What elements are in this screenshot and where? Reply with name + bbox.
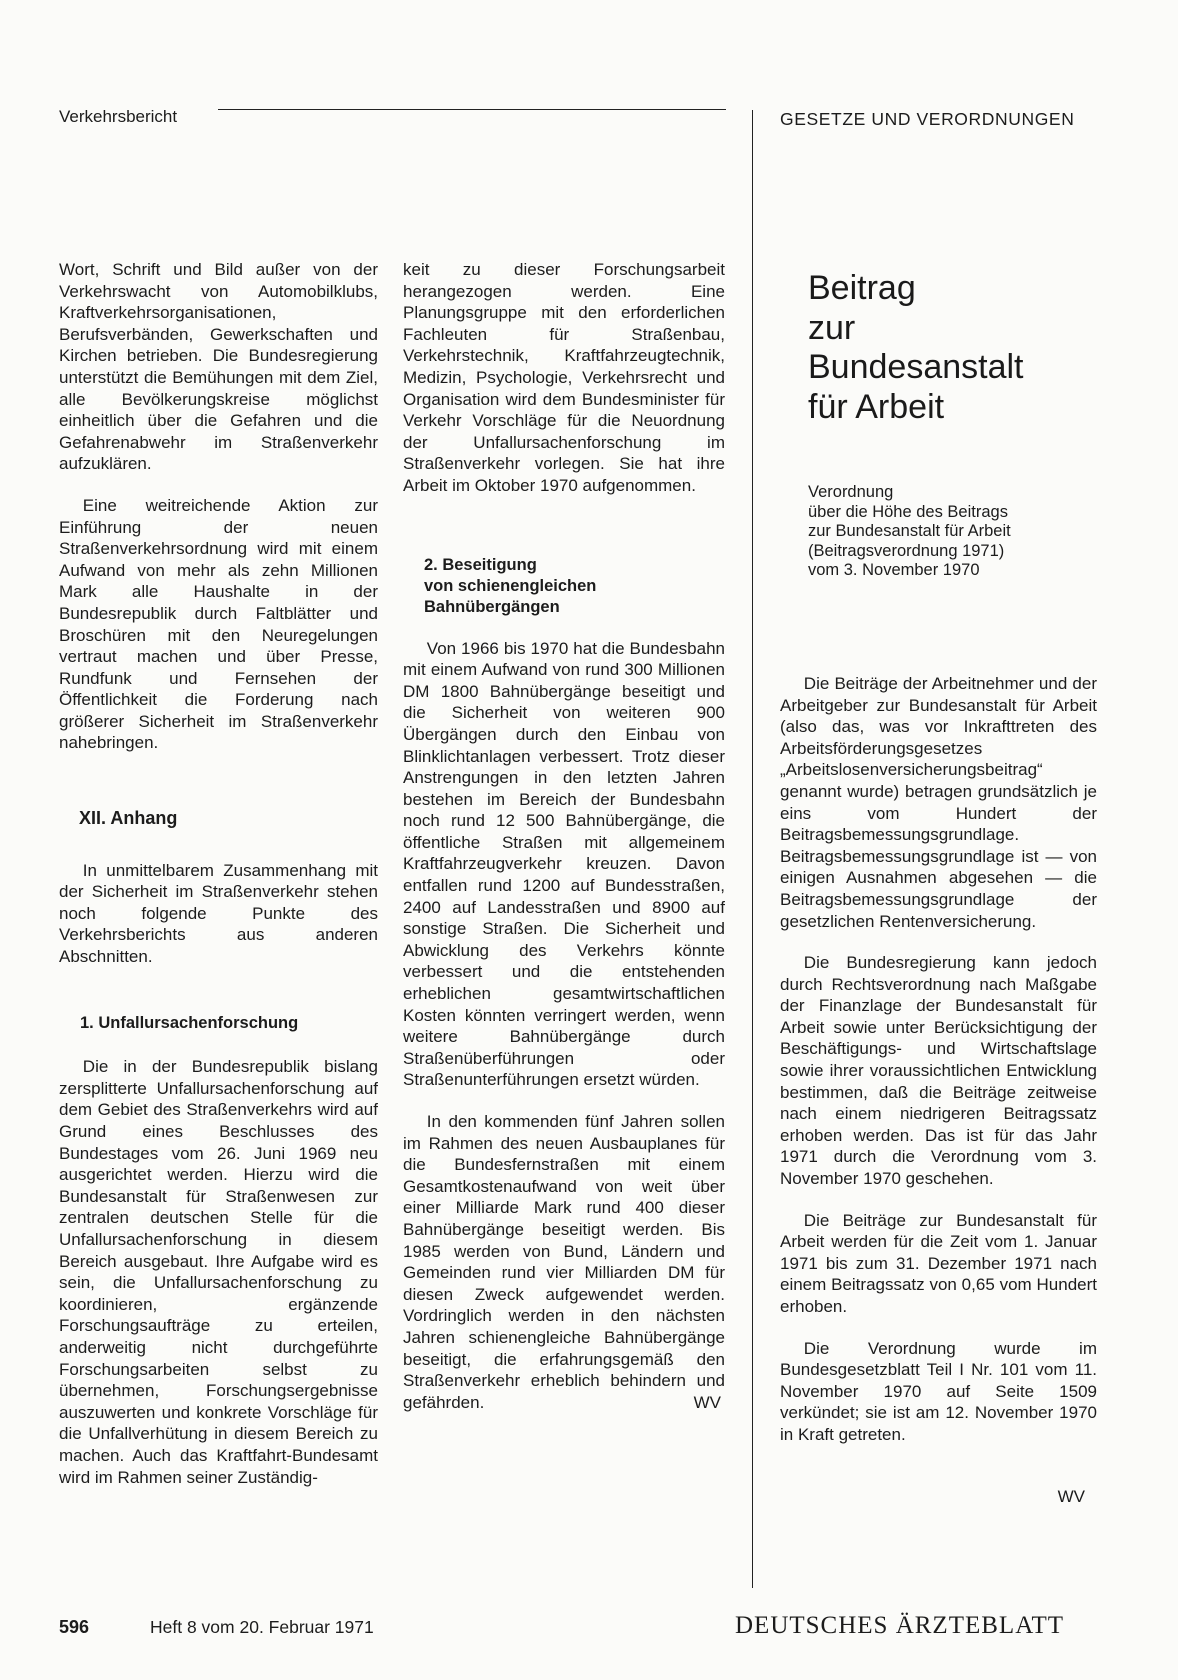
paragraph: Eine weitreichende Aktion zur Einführung der neuen Straßenverkehrsordnung wird mit einem Aufwand von mehr als zehn Millionen Mark alle Haushalte in der Bundesrepublik durch Faltblätter und Broschüren mit den Neuregelungen vertraut machen und über Presse, Rundfunk und Fernsehen der Öffentlichkeit die Forderung nach größerer Sicherheit im Straßenverkehr nahebringen. [59, 495, 378, 753]
issue-info: Heft 8 vom 20. Februar 1971 [150, 1617, 374, 1637]
article-subtitle [808, 483, 1097, 581]
title-line: Beitrag [808, 269, 916, 307]
paragraph: Die in der Bundesrepublik bislang zersplitterte Unfallursachenforschung auf dem Gebiet des Straßenverkehrs wird auf Grund eines Beschlusses des Bundestages vom 26. Juni 1969 neu ausgerichtet werden. Hierzu wird die Bundesanstalt für Straßenwesen zur zentralen deutschen Stelle für die Unfallursachenforschung in diesem Bereich ausgebaut. Ihre Aufgabe wird es sein, die Unfallursachenforschung zu koordinieren, ergänzende Forschungsaufträge zu erteilen, anderweitig nicht durchgeführte Forschungsarbeiten selbst zu übernehmen, Forschungsergebnisse auszuwerten und konkrete Vorschläge für die Unfallverhütung in diesem Bereich zu machen. Auch das Kraftfahrt-Bundesamt wird im Rahmen seiner Zuständig- [59, 1057, 378, 1487]
subsection-heading [424, 555, 725, 618]
title-line: für Arbeit [808, 387, 945, 426]
section-heading: XII. Anhang [79, 808, 178, 829]
paragraph: In den kommenden fünf Jahren sollen im Rahmen des neuen Ausbauplanes für die Bundesfernstraßen mit einem Gesamtkostenaufwand von weit über einer Milliarde Mark rund 400 dieser Bahnübergänge beseitigt werden. Bis 1985 werden von Bund, Ländern und Gemeinden rund vier Milliarden DM für diesen Zweck aufgewendet werden. Vordringlich werden in den nächsten Jahren schienengleiche Bahnübergänge beseitigt, die erfahrungsgemäß den Straßenverkehr erheblich behindern und gefährden. [403, 1112, 725, 1412]
text-column-2 [403, 259, 725, 1413]
running-head-category: GESETZE UND VERORDNUNGEN [780, 109, 1075, 129]
page-number: 596 [59, 1617, 90, 1637]
column-divider [752, 110, 753, 1588]
subtitle-line: (Beitragsverordnung 1971) [808, 541, 1005, 560]
magazine-name: DEUTSCHES ÄRZTEBLATT [735, 1612, 1065, 1639]
paragraph: Die Bundesregierung kann jedoch durch Rechtsverordnung nach Maßgabe der Finanzlage der Bundesanstalt für Arbeit sowie unter Berücksichtigung der Beschäftigungs- und Wirtschaftslage sowie ihrer voraussichtlichen Entwicklung bestimmen, daß die Beiträge zeitweise nach einem niedrigeren Beitragssatz erhoben werden. Das ist für das Jahr 1971 durch die Verordnung vom 3. November 1970 geschehen. [780, 953, 1097, 1189]
signature: WV [693, 1392, 721, 1412]
title-line: Bundesanstalt [808, 348, 1024, 386]
paragraph: Die Beiträge zur Bundesanstalt für Arbeit werden für die Zeit vom 1. Januar 1971 bis zum 31. Dezember 1971 nach einem Beitragssatz von 0,65 vom Hundert erhoben. [780, 1210, 1097, 1316]
closing-paragraph [403, 1111, 725, 1413]
paragraph: In unmittelbarem Zusammenhang mit der Sicherheit im Straßenverkehr stehen noch folgende Punkte des Verkehrsberichts aus anderen Abschnitten. [59, 860, 378, 967]
paragraph: keit zu dieser Forschungsarbeit herangezogen werden. Eine Planungsgruppe mit den erforderlichen Fachleuten für Straßenbau, Verkehrstechnik, Kraftfahrzeugtechnik, Medizin, Psychologie, Verkehrsrecht und Organisation wird dem Bundesminister für Verkehr Vorschläge für die Neuordnung der Unfallursachenforschung im Straßenverkehr vorlegen. Sie hat ihre Arbeit im Oktober 1970 aufgenommen. [403, 260, 725, 495]
subheading-line: 2. Beseitigung [424, 555, 537, 574]
subtitle-line: über die Höhe des Beitrags [808, 502, 1008, 521]
paragraph: Wort, Schrift und Bild außer von der Verkehrswacht von Automobilklubs, Kraftverkehrsorganisationen, Berufsverbänden, Gewerkschaften und Kirchen betrieben. Die Bundesregierung unterstützt die Bemühungen mit dem Ziel, alle Bevölkerungskreise möglichst einheitlich über die Gefahren und die Gefahrenabwehr im Straßenverkehr aufzuklären. [59, 260, 378, 474]
subheading-line: von schienengleichen [424, 576, 597, 595]
paragraph: Die Beiträge der Arbeitnehmer und der Arbeitgeber zur Bundesanstalt für Arbeit (also das, was vor Inkrafttreten des Arbeitsförderungsgesetzes „Arbeitslosenversicherungsbeitrag“ genannt wurde) betragen grundsätzlich je eins vom Hundert der Beitragsbemessungsgrundlage. Beitragsbemessungsgrundlage ist — von einigen Ausnahmen abgesehen — die Beitragsbemessungsgrundlage der gesetzlichen Rentenversicherung. [780, 673, 1097, 931]
subheading-line: Bahnübergängen [424, 597, 560, 616]
paragraph: Von 1966 bis 1970 hat die Bundesbahn mit einem Aufwand von rund 300 Millionen DM 1800 Bahnübergänge beseitigt und die Sicherheit von weiteren 900 Übergängen durch den Einbau von Blinklichtanlagen verbessert. Trotz dieser Anstrengungen in den letzten Jahren bestehen im Bereich der Bundesbahn noch rund 12 500 Bahnübergänge, die öffentliche Straßen mit allgemeinem Kraftfahrzeugverkehr kreuzen. Davon entfallen rund 1200 auf Bundesstraßen, 2400 auf Landesstraßen und 8900 auf sonstige Straßen. Die Sicherheit und Abwicklung des Verkehrs könnte verbessert und die entstehenden erheblichen gesamtwirtschaftlichen Kosten könnten verringert werden, wenn weitere Bahnübergänge durch Straßenüberführungen oder Straßenunterführungen ersetzt würden. [403, 638, 725, 1090]
title-line: zur [808, 308, 856, 347]
signature: WV [1057, 1486, 1085, 1506]
running-head-section: Verkehrsbericht [59, 107, 178, 126]
subtitle-line: zur Bundesanstalt für Arbeit [808, 522, 1011, 541]
paragraph: Die Verordnung wurde im Bundesgesetzblatt Teil I Nr. 101 vom 11. November 1970 auf Seite 1509 verkündet; sie ist am 12. November 1970 in Kraft getreten. [780, 1338, 1097, 1444]
header-rule [218, 109, 726, 110]
subtitle-line: Verordnung [808, 483, 894, 501]
article-title [808, 269, 1097, 427]
text-column-3 [780, 259, 1097, 1507]
subtitle-line: vom 3. November 1970 [808, 561, 980, 580]
text-column-1 [59, 259, 378, 1488]
subsection-heading: 1. Unfallursachenforschung [80, 1013, 299, 1032]
